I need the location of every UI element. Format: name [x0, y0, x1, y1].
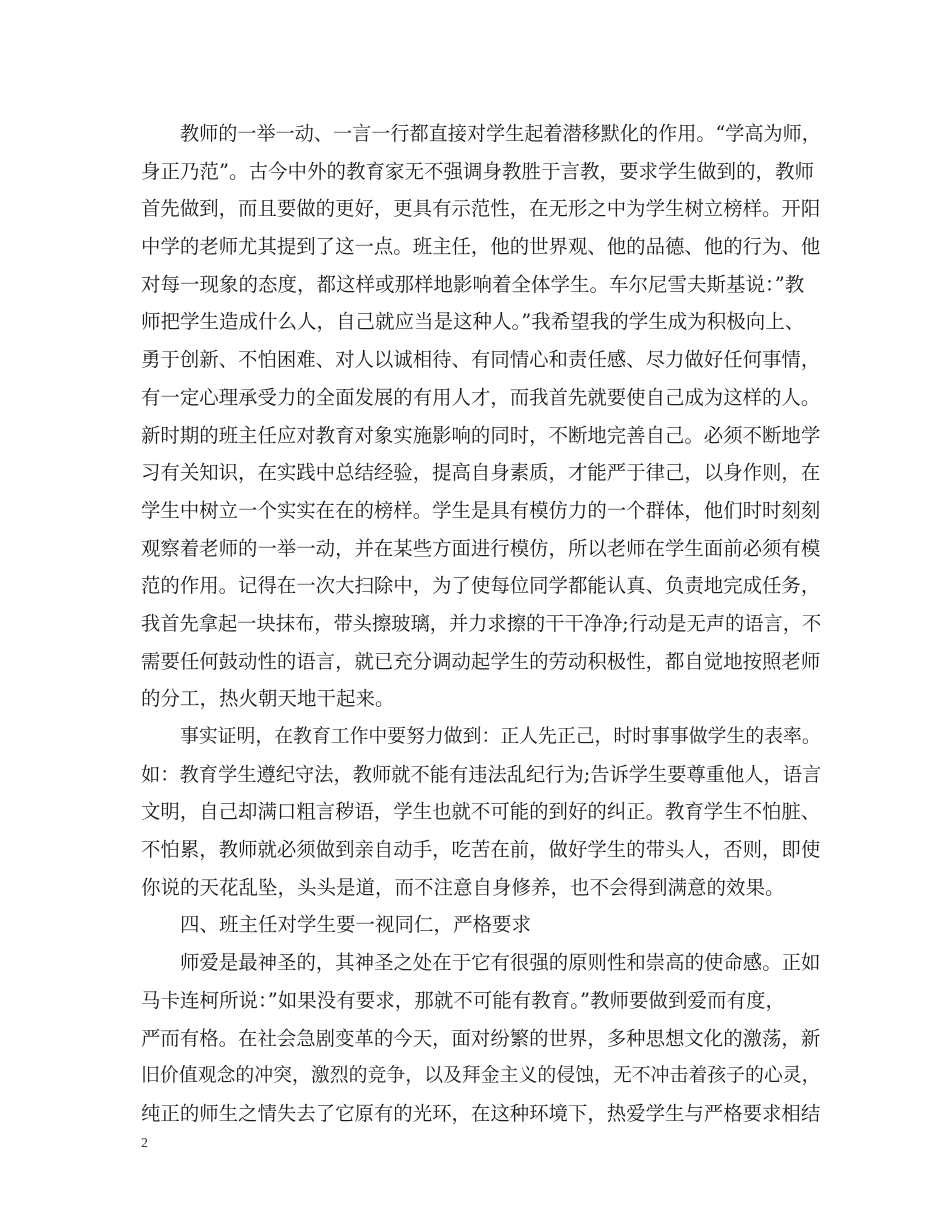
text-line: 不怕累，教师就必须做到亲自动手，吃苦在前，做好学生的带头人，否则，即使: [141, 838, 821, 862]
text-line: 学生中树立一个实实在在的榜样。学生是具有模仿力的一个群体，他们时时刻刻: [141, 498, 821, 522]
text-line: 师把学生造成什么人，自己就应当是这种人。”我希望我的学生成为积极向上、: [141, 310, 805, 334]
text-line: 新时期的班主任应对教育对象实施影响的同时，不断地完善自己。必须不断地学: [141, 423, 821, 447]
text-line: 勇于创新、不怕困难、对人以诚相待、有同情心和责任感、尽力做好任何事情，: [141, 348, 821, 372]
text-line: 马卡连柯所说：”如果没有要求，那就不可能有教育。”教师要做到爱而有度，: [141, 988, 785, 1012]
text-line: 我首先拿起一块抹布，带头擦玻璃，并力求擦的干干净净;行动是无声的语言，不: [141, 611, 822, 635]
text-line: 纯正的师生之情失去了它原有的光环，在这种环境下，热爱学生与严格要求相结: [141, 1101, 821, 1125]
text-line: 文明，自己却满口粗言秽语，学生也就不可能的到好的纠正。教育学生不怕脏、: [141, 800, 821, 824]
text-line: 身正乃范”。古今中外的教育家无不强调身教胜于言教，要求学生做到的，教师: [141, 159, 814, 183]
text-line: 四、班主任对学生要一视同仁，严格要求: [180, 913, 532, 937]
text-line: 有一定心理承受力的全面发展的有用人才，而我首先就要使自己成为这样的人。: [141, 385, 821, 409]
text-line: 对每一现象的态度，都这样或那样地影响着全体学生。车尔尼雪夫斯基说：”教: [141, 272, 805, 296]
text-line: 教师的一举一动、一言一行都直接对学生起着潜移默化的作用。“学高为师，: [180, 122, 821, 145]
text-line: 中学的老师尤其提到了这一点。班主任，他的世界观、他的品德、他的行为、他: [141, 235, 821, 259]
text-line: 首先做到，而且要做的更好，更具有示范性，在无形之中为学生树立榜样。开阳: [141, 197, 821, 221]
text-line: 如：教育学生遵纪守法，教师就不能有违法乱纪行为;告诉学生要尊重他人，语言: [141, 762, 822, 786]
text-line: 师爱是最神圣的，其神圣之处在于它有很强的原则性和崇高的使命感。正如: [180, 951, 821, 975]
text-line: 范的作用。记得在一次大扫除中，为了使每位同学都能认真、负责地完成任务，: [141, 574, 821, 598]
text-line: 严而有格。在社会急剧变革的今天，面对纷繁的世界，多种思想文化的激荡，新: [141, 1026, 821, 1050]
text-line: 习有关知识，在实践中总结经验，提高自身素质，才能严于律己，以身作则，在: [141, 461, 821, 485]
text-line: 事实证明，在教育工作中要努力做到：正人先正己，时时事事做学生的表率。: [180, 726, 821, 747]
text-line: 旧价值观念的冲突，激烈的竞争，以及拜金主义的侵蚀，无不冲击着孩子的心灵，: [141, 1064, 821, 1087]
body-text: [141, 115, 841, 1133]
text-line: 需要任何鼓动性的语言，就已充分调动起学生的劳动积极性，都自觉地按照老师: [141, 649, 821, 673]
text-line: 的分工，热火朝天地干起来。: [141, 687, 395, 711]
text-line: 你说的天花乱坠，头头是道，而不注意自身修养，也不会得到满意的效果。: [141, 875, 785, 899]
page-number: 2: [141, 1136, 148, 1151]
text-line: 观察着老师的一举一动，并在某些方面进行模仿，所以老师在学生面前必须有模: [141, 536, 821, 560]
